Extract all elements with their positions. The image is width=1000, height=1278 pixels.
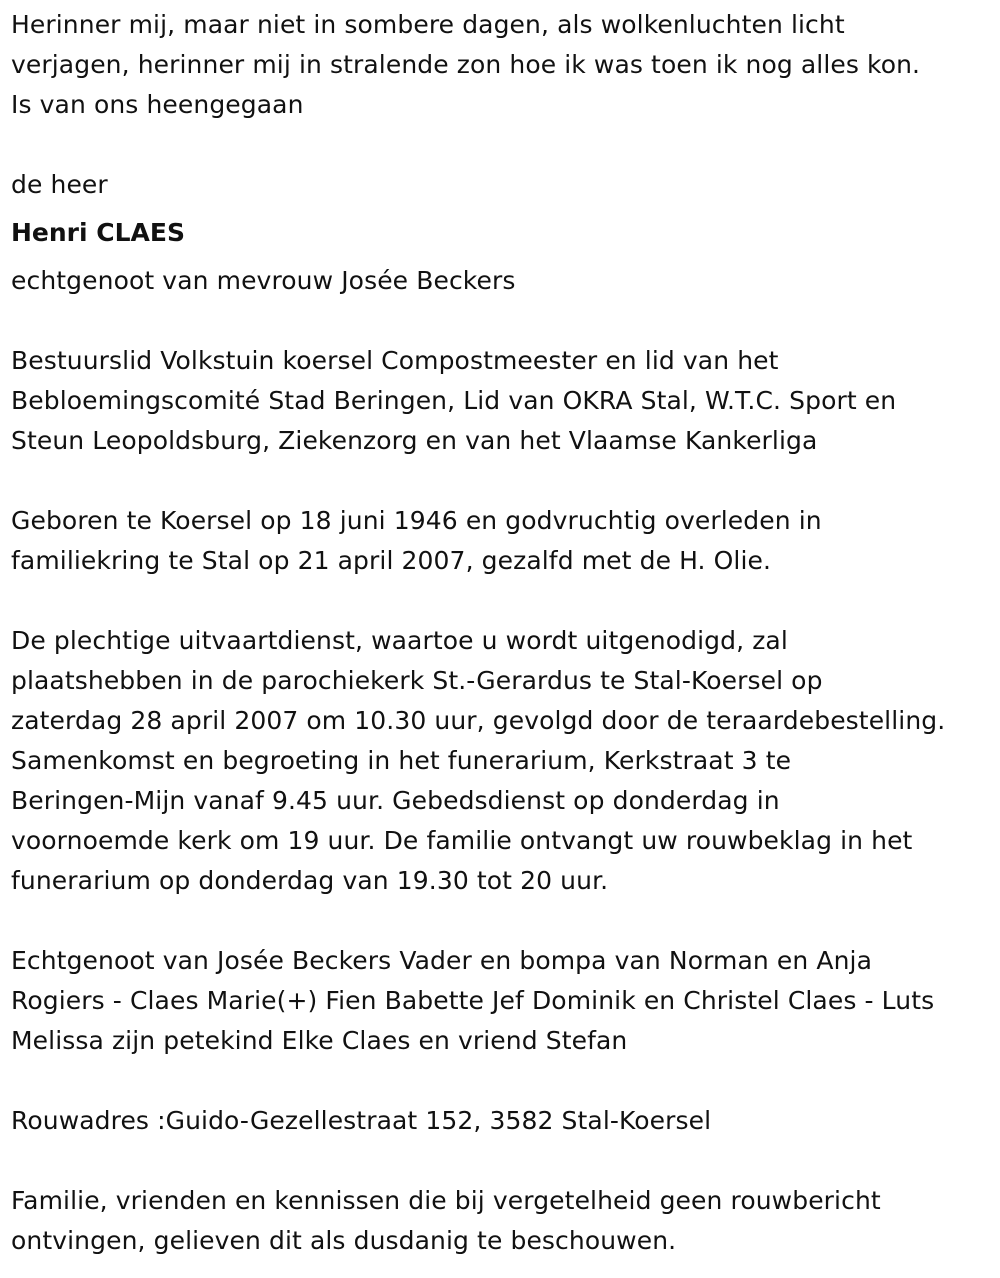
poem-block bbox=[11, 5, 991, 125]
spacer bbox=[11, 205, 991, 213]
spacer bbox=[11, 1061, 991, 1101]
birth-death-block bbox=[11, 501, 991, 581]
family-block bbox=[11, 941, 991, 1061]
service-line: Beringen-Mijn vanaf 9.45 uur. Gebedsdienst op donderdag in bbox=[11, 786, 780, 815]
service-line: funerarium op donderdag van 19.30 tot 20 uur. bbox=[11, 866, 609, 895]
service-line: plaatshebben in de parochiekerk St.-Gerardus te Stal-Koersel op bbox=[11, 666, 823, 695]
poem-line: Is van ons heengegaan bbox=[11, 90, 304, 119]
spacer bbox=[11, 461, 991, 501]
obituary-document bbox=[11, 5, 991, 1261]
family-line: Rogiers - Claes Marie(+) Fien Babette Jef Dominik en Christel Claes - Luts bbox=[11, 986, 935, 1015]
birth-death-line: Geboren te Koersel op 18 juni 1946 en godvruchtig overleden in bbox=[11, 506, 822, 535]
person-block bbox=[11, 165, 991, 301]
closing-block bbox=[11, 1181, 991, 1261]
service-line: Samenkomst en begroeting in het funerarium, Kerkstraat 3 te bbox=[11, 746, 792, 775]
service-line: zaterdag 28 april 2007 om 10.30 uur, gevolgd door de teraardebestelling. bbox=[11, 706, 946, 735]
closing-line: Familie, vrienden en kennissen die bij vergetelheid geen rouwbericht bbox=[11, 1186, 881, 1215]
affiliation-line: Bestuurslid Volkstuin koersel Compostmeester en lid van het bbox=[11, 346, 779, 375]
person-title: de heer bbox=[11, 170, 108, 199]
mourning-address: Rouwadres :Guido-Gezellestraat 152, 3582 Stal-Koersel bbox=[11, 1106, 712, 1135]
spacer bbox=[11, 581, 991, 621]
service-block bbox=[11, 621, 991, 901]
spacer bbox=[11, 125, 991, 165]
closing-line: ontvingen, gelieven dit als dusdanig te beschouwen. bbox=[11, 1226, 677, 1255]
service-line: voornoemde kerk om 19 uur. De familie ontvangt uw rouwbeklag in het bbox=[11, 826, 913, 855]
person-name: Henri CLAES bbox=[11, 218, 185, 247]
affiliations-block bbox=[11, 341, 991, 461]
spacer bbox=[11, 301, 991, 341]
spacer bbox=[11, 901, 991, 941]
service-line: De plechtige uitvaartdienst, waartoe u wordt uitgenodigd, zal bbox=[11, 626, 788, 655]
poem-line: Herinner mij, maar niet in sombere dagen, als wolkenluchten licht bbox=[11, 10, 845, 39]
poem-line: verjagen, herinner mij in stralende zon hoe ik was toen ik nog alles kon. bbox=[11, 50, 921, 79]
spacer bbox=[11, 253, 991, 261]
spacer bbox=[11, 1141, 991, 1181]
spouse-line: echtgenoot van mevrouw Josée Beckers bbox=[11, 266, 516, 295]
birth-death-line: familiekring te Stal op 21 april 2007, gezalfd met de H. Olie. bbox=[11, 546, 772, 575]
family-line: Melissa zijn petekind Elke Claes en vriend Stefan bbox=[11, 1026, 628, 1055]
address-block bbox=[11, 1101, 991, 1141]
affiliation-line: Bebloemingscomité Stad Beringen, Lid van OKRA Stal, W.T.C. Sport en bbox=[11, 386, 897, 415]
family-line: Echtgenoot van Josée Beckers Vader en bompa van Norman en Anja bbox=[11, 946, 872, 975]
affiliation-line: Steun Leopoldsburg, Ziekenzorg en van het Vlaamse Kankerliga bbox=[11, 426, 818, 455]
